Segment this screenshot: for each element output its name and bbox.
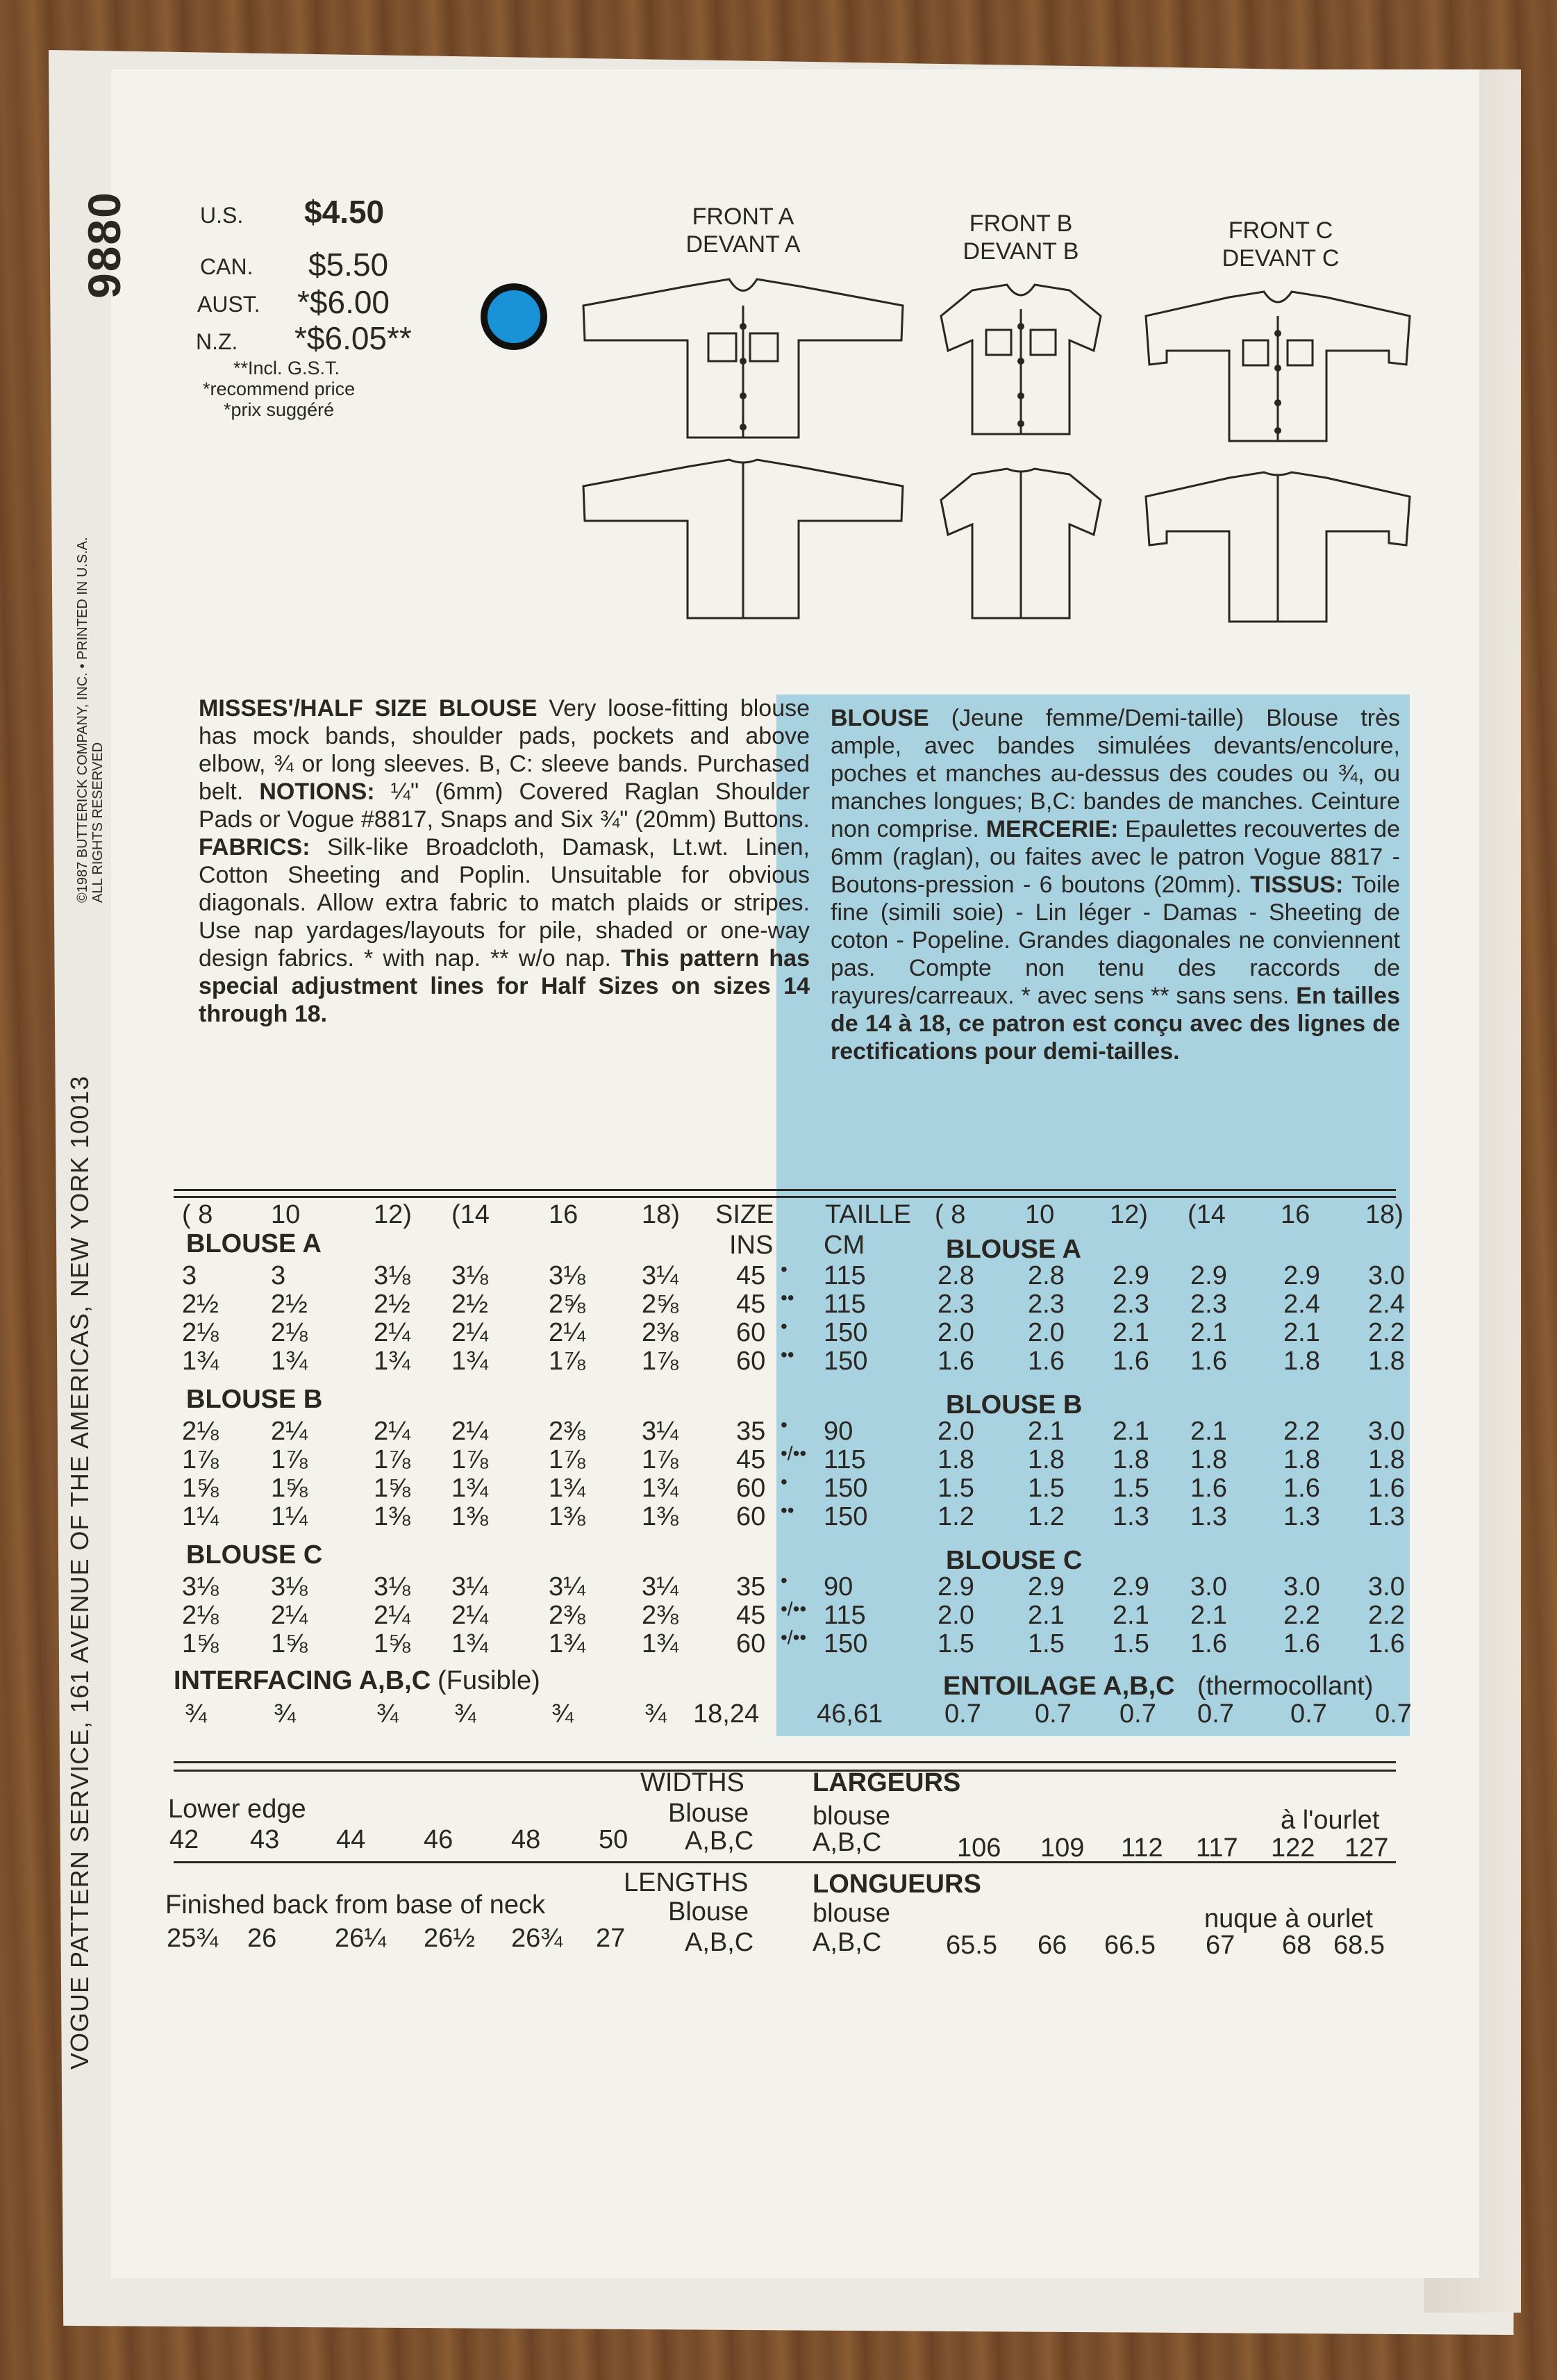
- size-header-en: 18): [642, 1200, 680, 1229]
- yardage-en-cell: 1⅜: [374, 1502, 410, 1531]
- size-header-en: 16: [549, 1200, 578, 1229]
- notions-label: NOTIONS:: [259, 779, 375, 805]
- description-english: [199, 694, 810, 1028]
- yardage-ins-cell: 60: [736, 1347, 766, 1376]
- yardage-en-cell: 1⅝: [374, 1629, 410, 1658]
- price-note-suggere: *prix suggéré: [224, 399, 335, 420]
- interfacing-fr-cell: 0.7: [1375, 1699, 1412, 1729]
- yardage-en-cell: 3¼: [549, 1572, 585, 1601]
- yardage-en-cell: 2¼: [374, 1601, 410, 1630]
- yardage-fr-cell: 1.8: [1368, 1445, 1405, 1474]
- lengths-heading-fr: LONGUEURS: [813, 1870, 981, 1899]
- yardage-en-cell: 2⅛: [271, 1318, 308, 1347]
- yardage-en-cell: 2⅛: [182, 1601, 219, 1630]
- lengths-item-fr: blouse: [813, 1899, 890, 1928]
- interfacing-en-cell: ¾: [376, 1699, 399, 1729]
- lengths-fr-cell: 66: [1038, 1931, 1067, 1960]
- lengths-fr-cell: 65.5: [946, 1931, 997, 1960]
- widths-en-cell: 43: [250, 1825, 280, 1854]
- group-title-en: BLOUSE C: [186, 1540, 323, 1570]
- interfacing-fr-cell: 0.7: [1119, 1699, 1156, 1729]
- lengths-item-en-2: A,B,C: [685, 1928, 754, 1957]
- nap-mark: •/••: [781, 1442, 807, 1464]
- yardage-en-cell: 3¼: [642, 1572, 678, 1601]
- yardage-en-cell: 1⅞: [549, 1445, 585, 1474]
- yardage-fr-cell: 3.0: [1283, 1572, 1320, 1601]
- yardage-en-cell: 3⅛: [271, 1572, 308, 1601]
- description-title: MISSES'/HALF SIZE BLOUSE: [199, 695, 538, 722]
- yardage-en-cell: 1¾: [182, 1347, 219, 1376]
- table-top-rule: [174, 1189, 1396, 1191]
- yardage-fr-cell: 1.2: [938, 1502, 974, 1531]
- widths-heading-en: WIDTHS: [640, 1768, 744, 1797]
- lengths-fr-cell: 67: [1206, 1931, 1235, 1960]
- size-header-fr: (14: [1188, 1200, 1226, 1229]
- yardage-fr-cell: 2.1: [1190, 1318, 1227, 1347]
- yardage-en-cell: 1¾: [451, 1629, 488, 1658]
- group-title-en: BLOUSE B: [186, 1385, 323, 1414]
- yardage-en-cell: 1¾: [642, 1629, 678, 1658]
- yardage-fr-cell: 1.6: [1190, 1347, 1227, 1376]
- yardage-ins-cell: 35: [736, 1417, 766, 1446]
- yardage-en-cell: 1⅞: [374, 1445, 410, 1474]
- lengths-en-cell: 26½: [424, 1924, 475, 1953]
- yardage-en-cell: 3⅛: [374, 1261, 410, 1290]
- yardage-fr-cell: 2.1: [1113, 1417, 1149, 1446]
- fabrics-text: Silk-like Broadcloth, Damask, Lt.wt. Linen, Cotton Sheeting and Poplin. Unsuitable for obvious diagonals. Allow extra fabric to match plaids or stripes. Use nap yardages/layouts for pile, shaded or one-way design fabrics. * with nap. ** w/o nap.: [199, 834, 810, 972]
- yardage-ins-cell: 60: [736, 1474, 766, 1503]
- yardage-fr-cell: 2.8: [1028, 1261, 1065, 1290]
- view-label-b-fr: DEVANT B: [963, 238, 1079, 265]
- yardage-fr-cell: 2.2: [1283, 1417, 1320, 1446]
- yardage-en-cell: 2⅝: [549, 1290, 585, 1319]
- widths-rule: [174, 1761, 1396, 1763]
- view-label-a-en: FRONT A: [692, 203, 794, 230]
- nap-mark: ••: [781, 1287, 794, 1308]
- lengths-row-label-en: Finished back from base of neck: [165, 1890, 546, 1920]
- mercerie-text: Epaulettes recouvertes de 6mm (raglan), ou faites avec le patron Vogue 8817 - Boutons-pression - 6 boutons (20mm).: [831, 816, 1400, 898]
- yardage-fr-cell: 1.5: [938, 1629, 974, 1658]
- yardage-en-cell: 3⅛: [374, 1572, 410, 1601]
- yardage-en-cell: 2⅜: [642, 1601, 678, 1630]
- lengths-en-cell: 26¾: [511, 1924, 563, 1953]
- yardage-fr-cell: 2.1: [1113, 1318, 1149, 1347]
- price-label-can: CAN.: [200, 254, 253, 279]
- size-header-fr: ( 8: [935, 1200, 966, 1229]
- yardage-en-cell: 3¼: [642, 1417, 678, 1446]
- entoilage-note: (thermocollant): [1197, 1672, 1374, 1701]
- entoilage-label: ENTOILAGE A,B,C: [943, 1672, 1175, 1701]
- yardage-fr-cell: 2.0: [938, 1318, 974, 1347]
- widths-en-cell: 50: [599, 1825, 628, 1854]
- yardage-ins-cell: 60: [736, 1318, 766, 1347]
- yardage-en-cell: 1¼: [271, 1502, 308, 1531]
- interfacing-en-cell: ¾: [644, 1699, 667, 1729]
- front-b-drawing: [938, 278, 1104, 444]
- yardage-en-cell: 2½: [271, 1290, 308, 1319]
- yardage-fr-cell: 2.9: [938, 1572, 974, 1601]
- yardage-en-cell: 2¼: [374, 1318, 410, 1347]
- yardage-fr-cell: 3.0: [1368, 1261, 1405, 1290]
- yardage-en-cell: 2⅜: [549, 1417, 585, 1446]
- view-label-a: [667, 203, 819, 258]
- interfacing-en-cell: ¾: [551, 1699, 574, 1729]
- cm-label: CM: [824, 1231, 865, 1260]
- yardage-fr-cell: 2.0: [938, 1601, 974, 1630]
- copyright-notice: [75, 537, 106, 903]
- yardage-en-cell: 1⅝: [182, 1474, 219, 1503]
- yardage-en-cell: 1¼: [182, 1502, 219, 1531]
- nap-mark: •: [781, 1414, 788, 1436]
- yardage-fr-cell: 2.0: [1028, 1318, 1065, 1347]
- interfacing-en-cell: ¾: [274, 1699, 296, 1729]
- yardage-en-cell: 1¾: [549, 1474, 585, 1503]
- yardage-fr-cell: 1.2: [1028, 1502, 1065, 1531]
- yardage-fr-cell: 2.9: [1283, 1261, 1320, 1290]
- widths-item-en-2: A,B,C: [685, 1826, 754, 1856]
- yardage-fr-cell: 1.8: [1028, 1445, 1065, 1474]
- yardage-en-cell: 1¾: [451, 1347, 488, 1376]
- nap-mark: ••: [781, 1344, 794, 1365]
- yardage-fr-cell: 1.8: [1190, 1445, 1227, 1474]
- widths-fr-cell: 122: [1271, 1833, 1315, 1863]
- yardage-cm-cell: 150: [824, 1347, 868, 1376]
- yardage-fr-cell: 2.2: [1368, 1318, 1405, 1347]
- interfacing-note: (Fusible): [438, 1666, 540, 1695]
- description-body-fr: Blouse très ample, avec bandes simulées devants/encolure, poches et manches au-dessus des coudes ou ¾, ou manches longues; B,C: bandes de manches. Ceinture non comprise.: [831, 705, 1400, 842]
- yardage-fr-cell: 2.2: [1283, 1601, 1320, 1630]
- yardage-fr-cell: 1.8: [1368, 1347, 1405, 1376]
- interfacing-en-cell: ¾: [454, 1699, 476, 1729]
- size-header-en: (14: [451, 1200, 490, 1229]
- yardage-en-cell: 1⅞: [642, 1347, 678, 1376]
- yardage-en-cell: 2¼: [271, 1601, 308, 1630]
- yardage-fr-cell: 1.3: [1368, 1502, 1405, 1531]
- yardage-fr-cell: 1.6: [1283, 1629, 1320, 1658]
- lengths-fr-cell: 66.5: [1104, 1931, 1156, 1960]
- yardage-en-cell: 2½: [374, 1290, 410, 1319]
- view-label-b: [944, 210, 1097, 265]
- widths-fr-cell: 106: [957, 1833, 1001, 1863]
- nap-mark: •: [781, 1570, 788, 1591]
- publisher-address: VOGUE PATTERN SERVICE, 161 AVENUE OF THE AMERICAS, NEW YORK 10013: [65, 1075, 94, 2070]
- back-a-drawing: [569, 451, 917, 632]
- yardage-fr-cell: 2.3: [1113, 1290, 1149, 1319]
- yardage-en-cell: 3: [271, 1261, 286, 1290]
- demi-taille-note: En tailles de 14 à 18, ce patron est conçu avec des lignes de rectifications pour demi-tailles.: [831, 983, 1400, 1065]
- yardage-en-cell: 1⅝: [271, 1629, 308, 1658]
- yardage-fr-cell: 2.1: [1028, 1417, 1065, 1446]
- yardage-en-cell: 2⅝: [642, 1290, 678, 1319]
- yardage-en-cell: 1⅞: [182, 1445, 219, 1474]
- blue-dot-marker: [481, 283, 547, 350]
- widths-row-label-fr: à l'ourlet: [1281, 1806, 1380, 1835]
- view-label-c-fr: DEVANT C: [1222, 245, 1340, 272]
- yardage-fr-cell: 3.0: [1190, 1572, 1227, 1601]
- yardage-en-cell: 1⅜: [549, 1502, 585, 1531]
- yardage-cm-cell: 150: [824, 1318, 868, 1347]
- yardage-cm-cell: 115: [824, 1290, 866, 1319]
- yardage-ins-cell: 45: [736, 1290, 766, 1319]
- nap-mark: •: [781, 1258, 788, 1280]
- size-header-fr: 18): [1365, 1200, 1404, 1229]
- lengths-row-label-fr: nuque à ourlet: [1204, 1904, 1373, 1933]
- lengths-en-cell: 26¼: [335, 1924, 386, 1953]
- yardage-en-cell: 2¼: [451, 1601, 488, 1630]
- yardage-en-cell: 1⅞: [271, 1445, 308, 1474]
- widths-fr-cell: 127: [1344, 1833, 1389, 1863]
- yardage-cm-cell: 90: [824, 1572, 854, 1601]
- interfacing-cm: 46,61: [817, 1699, 883, 1729]
- yardage-en-cell: 2¼: [451, 1318, 488, 1347]
- yardage-cm-cell: 150: [824, 1502, 868, 1531]
- description-french: [831, 704, 1400, 1065]
- yardage-cm-cell: 115: [824, 1261, 866, 1290]
- yardage-en-cell: 1⅜: [642, 1502, 678, 1531]
- yardage-ins-cell: 60: [736, 1502, 766, 1531]
- yardage-ins-cell: 35: [736, 1572, 766, 1601]
- yardage-fr-cell: 1.5: [1028, 1629, 1065, 1658]
- yardage-fr-cell: 1.5: [1028, 1474, 1065, 1503]
- yardage-en-cell: 3⅛: [549, 1261, 585, 1290]
- yardage-fr-cell: 1.6: [1368, 1629, 1405, 1658]
- yardage-fr-cell: 1.6: [1190, 1629, 1227, 1658]
- interfacing-fr-cell: 0.7: [1197, 1699, 1234, 1729]
- yardage-fr-cell: 2.3: [1028, 1290, 1065, 1319]
- back-c-drawing: [1139, 465, 1417, 632]
- yardage-fr-cell: 1.3: [1113, 1502, 1149, 1531]
- yardage-fr-cell: 2.0: [938, 1417, 974, 1446]
- yardage-fr-cell: 2.9: [1113, 1572, 1149, 1601]
- yardage-ins-cell: 45: [736, 1261, 766, 1290]
- lengths-en-cell: 25¾: [167, 1924, 218, 1953]
- yardage-fr-cell: 2.1: [1190, 1417, 1227, 1446]
- interfacing-fr-cell: 0.7: [1290, 1699, 1327, 1729]
- tissus-text: Toile fine (simili soie) - Lin léger - Damas - Sheeting de coton - Popeline. Grandes diagonales ne conviennent pas. Compte non tenu des raccords de rayures/carreaux. * avec sens ** sans sens.: [831, 872, 1400, 1009]
- yardage-en-cell: 1⅝: [182, 1629, 219, 1658]
- yardage-fr-cell: 2.4: [1368, 1290, 1405, 1319]
- price-value-can: $5.50: [308, 247, 389, 283]
- nap-mark: •/••: [781, 1626, 807, 1648]
- yardage-fr-cell: 1.3: [1283, 1502, 1320, 1531]
- yardage-ins-cell: 60: [736, 1629, 766, 1658]
- lengths-item-en: Blouse: [668, 1897, 749, 1927]
- yardage-en-cell: 2½: [451, 1290, 488, 1319]
- yardage-en-cell: 1¾: [451, 1474, 488, 1503]
- lengths-fr-cell: 68: [1282, 1931, 1312, 1960]
- front-c-drawing: [1139, 285, 1417, 451]
- yardage-en-cell: 1⅞: [642, 1445, 678, 1474]
- yardage-en-cell: 1⅜: [451, 1502, 488, 1531]
- interfacing-ins: 18,24: [693, 1699, 760, 1729]
- size-header-fr: 12): [1110, 1200, 1148, 1229]
- yardage-fr-cell: 2.9: [1028, 1572, 1065, 1601]
- tissus-label: TISSUS:: [1250, 872, 1344, 898]
- view-label-c-en: FRONT C: [1228, 217, 1333, 244]
- price-value-aust: *$6.00: [297, 284, 390, 320]
- yardage-en-cell: 1¾: [642, 1474, 678, 1503]
- yardage-fr-cell: 1.5: [938, 1474, 974, 1503]
- yardage-en-cell: 1⅝: [271, 1474, 308, 1503]
- nap-mark: ••: [781, 1499, 794, 1521]
- yardage-fr-cell: 2.1: [1283, 1318, 1320, 1347]
- price-label-nz: N.Z.: [196, 329, 238, 354]
- description-subtitle-fr: (Jeune femme/Demi-taille): [951, 705, 1244, 731]
- size-header-fr: 10: [1025, 1200, 1055, 1229]
- lengths-en-cell: 27: [596, 1924, 626, 1953]
- yardage-cm-cell: 90: [824, 1417, 854, 1446]
- yardage-fr-cell: 1.6: [1190, 1474, 1227, 1503]
- yardage-fr-cell: 1.8: [1283, 1445, 1320, 1474]
- half-size-note: This pattern has special adjustment lines for Half Sizes on sizes 14 through 18.: [199, 945, 810, 1027]
- widths-fr-cell: 117: [1196, 1833, 1238, 1863]
- lengths-heading-en: LENGTHS: [624, 1868, 749, 1897]
- yardage-fr-cell: 3.0: [1368, 1572, 1405, 1601]
- widths-fr-cell: 112: [1121, 1833, 1163, 1863]
- yardage-cm-cell: 150: [824, 1474, 868, 1503]
- widths-item-en: Blouse: [668, 1799, 749, 1828]
- group-title-fr: BLOUSE C: [946, 1546, 1083, 1575]
- yardage-fr-cell: 1.3: [1190, 1502, 1227, 1531]
- widths-item-fr: blouse: [813, 1801, 890, 1831]
- price-label-us: U.S.: [200, 203, 244, 228]
- yardage-en-cell: 2½: [182, 1290, 219, 1319]
- yardage-fr-cell: 1.8: [1113, 1445, 1149, 1474]
- interfacing-fr-cell: 0.7: [1035, 1699, 1072, 1729]
- yardage-cm-cell: 150: [824, 1629, 868, 1658]
- yardage-fr-cell: 2.3: [938, 1290, 974, 1319]
- yardage-fr-cell: 2.1: [1190, 1601, 1227, 1630]
- yardage-ins-cell: 45: [736, 1445, 766, 1474]
- yardage-cm-cell: 115: [824, 1601, 866, 1630]
- widths-en-cell: 42: [169, 1825, 199, 1854]
- view-label-c: [1204, 217, 1357, 272]
- widths-item-fr-2: A,B,C: [813, 1828, 882, 1857]
- mercerie-label: MERCERIE:: [985, 816, 1119, 842]
- group-title-en: BLOUSE A: [186, 1229, 322, 1258]
- ins-label: INS: [729, 1231, 774, 1260]
- yardage-en-cell: 2¼: [271, 1417, 308, 1446]
- size-header-fr: 16: [1281, 1200, 1310, 1229]
- taille-label: TAILLE: [825, 1200, 911, 1229]
- notions-text: ¼" (6mm) Covered Raglan Shoulder Pads or Vogue #8817, Snaps and Six ¾" (20mm) Buttons.: [199, 779, 810, 833]
- size-label: SIZE: [715, 1200, 774, 1229]
- pattern-number: 9880: [78, 191, 130, 299]
- price-note-recommend: *recommend price: [203, 378, 356, 399]
- table-top-rule-2: [174, 1196, 1396, 1198]
- yardage-fr-cell: 2.1: [1028, 1601, 1065, 1630]
- yardage-cm-cell: 115: [824, 1445, 866, 1474]
- group-title-fr: BLOUSE A: [946, 1235, 1081, 1264]
- price-value-nz: *$6.05**: [294, 320, 412, 356]
- yardage-en-cell: 2¼: [549, 1318, 585, 1347]
- interfacing-fr-cell: 0.7: [944, 1699, 981, 1729]
- yardage-en-cell: 3⅛: [451, 1261, 488, 1290]
- yardage-en-cell: 1⅞: [451, 1445, 488, 1474]
- yardage-en-cell: 3⅛: [182, 1572, 219, 1601]
- yardage-en-cell: 1¾: [549, 1629, 585, 1658]
- yardage-en-cell: 2¼: [374, 1417, 410, 1446]
- size-header-en: ( 8: [182, 1200, 213, 1229]
- yardage-fr-cell: 1.5: [1113, 1629, 1149, 1658]
- view-label-b-en: FRONT B: [969, 210, 1073, 237]
- nap-mark: •: [781, 1471, 788, 1492]
- yardage-fr-cell: 2.9: [1113, 1261, 1149, 1290]
- yardage-fr-cell: 1.8: [1283, 1347, 1320, 1376]
- description-title-fr: BLOUSE: [831, 705, 929, 731]
- yardage-fr-cell: 1.8: [938, 1445, 974, 1474]
- widths-rule-2: [174, 1770, 1396, 1772]
- yardage-en-cell: 2⅜: [642, 1318, 678, 1347]
- yardage-fr-cell: 2.4: [1283, 1290, 1320, 1319]
- yardage-fr-cell: 2.3: [1190, 1290, 1227, 1319]
- yardage-en-cell: 2⅜: [549, 1601, 585, 1630]
- yardage-fr-cell: 1.6: [938, 1347, 974, 1376]
- widths-en-cell: 48: [511, 1825, 541, 1854]
- yardage-fr-cell: 2.9: [1190, 1261, 1227, 1290]
- price-note-gst: **Incl. G.S.T.: [233, 358, 340, 378]
- fabrics-label: FABRICS:: [199, 834, 310, 860]
- back-b-drawing: [938, 462, 1104, 629]
- yardage-fr-cell: 1.6: [1113, 1347, 1149, 1376]
- nap-mark: •: [781, 1315, 788, 1337]
- yardage-fr-cell: 3.0: [1368, 1417, 1405, 1446]
- copyright-line: ©1987 BUTTERICK COMPANY, INC. • PRINTED IN U.S.A.: [75, 537, 90, 903]
- widths-en-cell: 44: [336, 1825, 366, 1854]
- interfacing-en-cell: ¾: [185, 1699, 207, 1729]
- interfacing-label: INTERFACING A,B,C: [174, 1666, 431, 1695]
- yardage-en-cell: 1¾: [271, 1347, 308, 1376]
- yardage-en-cell: 2⅛: [182, 1318, 219, 1347]
- widths-en-cell: 46: [424, 1825, 453, 1854]
- group-title-fr: BLOUSE B: [946, 1390, 1083, 1420]
- widths-fr-cell: 109: [1040, 1833, 1085, 1863]
- lengths-item-fr-2: A,B,C: [813, 1928, 882, 1957]
- price-label-aust: AUST.: [197, 292, 260, 317]
- yardage-fr-cell: 2.2: [1368, 1601, 1405, 1630]
- yardage-fr-cell: 1.6: [1028, 1347, 1065, 1376]
- yardage-fr-cell: 2.8: [938, 1261, 974, 1290]
- yardage-en-cell: 1⅝: [374, 1474, 410, 1503]
- size-header-en: 10: [271, 1200, 301, 1229]
- yardage-fr-cell: 2.1: [1113, 1601, 1149, 1630]
- size-header-en: 12): [374, 1200, 412, 1229]
- yardage-en-cell: 1¾: [374, 1347, 410, 1376]
- yardage-fr-cell: 1.6: [1368, 1474, 1405, 1503]
- front-a-drawing: [569, 271, 917, 451]
- view-label-a-fr: DEVANT A: [685, 231, 801, 258]
- yardage-en-cell: 3¼: [642, 1261, 678, 1290]
- yardage-en-cell: 2¼: [451, 1417, 488, 1446]
- yardage-fr-cell: 1.6: [1283, 1474, 1320, 1503]
- price-value-us: $4.50: [304, 194, 385, 230]
- rights-line: ALL RIGHTS RESERVED: [90, 742, 106, 903]
- yardage-en-cell: 3¼: [451, 1572, 488, 1601]
- lengths-fr-cell: 68.5: [1333, 1931, 1385, 1960]
- yardage-en-cell: 2⅛: [182, 1417, 219, 1446]
- nap-mark: •/••: [781, 1598, 807, 1620]
- yardage-en-cell: 1⅞: [549, 1347, 585, 1376]
- yardage-fr-cell: 1.5: [1113, 1474, 1149, 1503]
- yardage-en-cell: 3: [182, 1261, 197, 1290]
- yardage-ins-cell: 45: [736, 1601, 766, 1630]
- widths-heading-fr: LARGEURS: [813, 1768, 961, 1797]
- lengths-en-cell: 26: [247, 1924, 277, 1953]
- widths-row-label-en: Lower edge: [168, 1795, 306, 1824]
- description-body: Very loose-fitting blouse has mock bands, shoulder pads, pockets and above elbow, ¾ or long sleeves. B, C: sleeve bands. Purchased belt.: [199, 695, 810, 805]
